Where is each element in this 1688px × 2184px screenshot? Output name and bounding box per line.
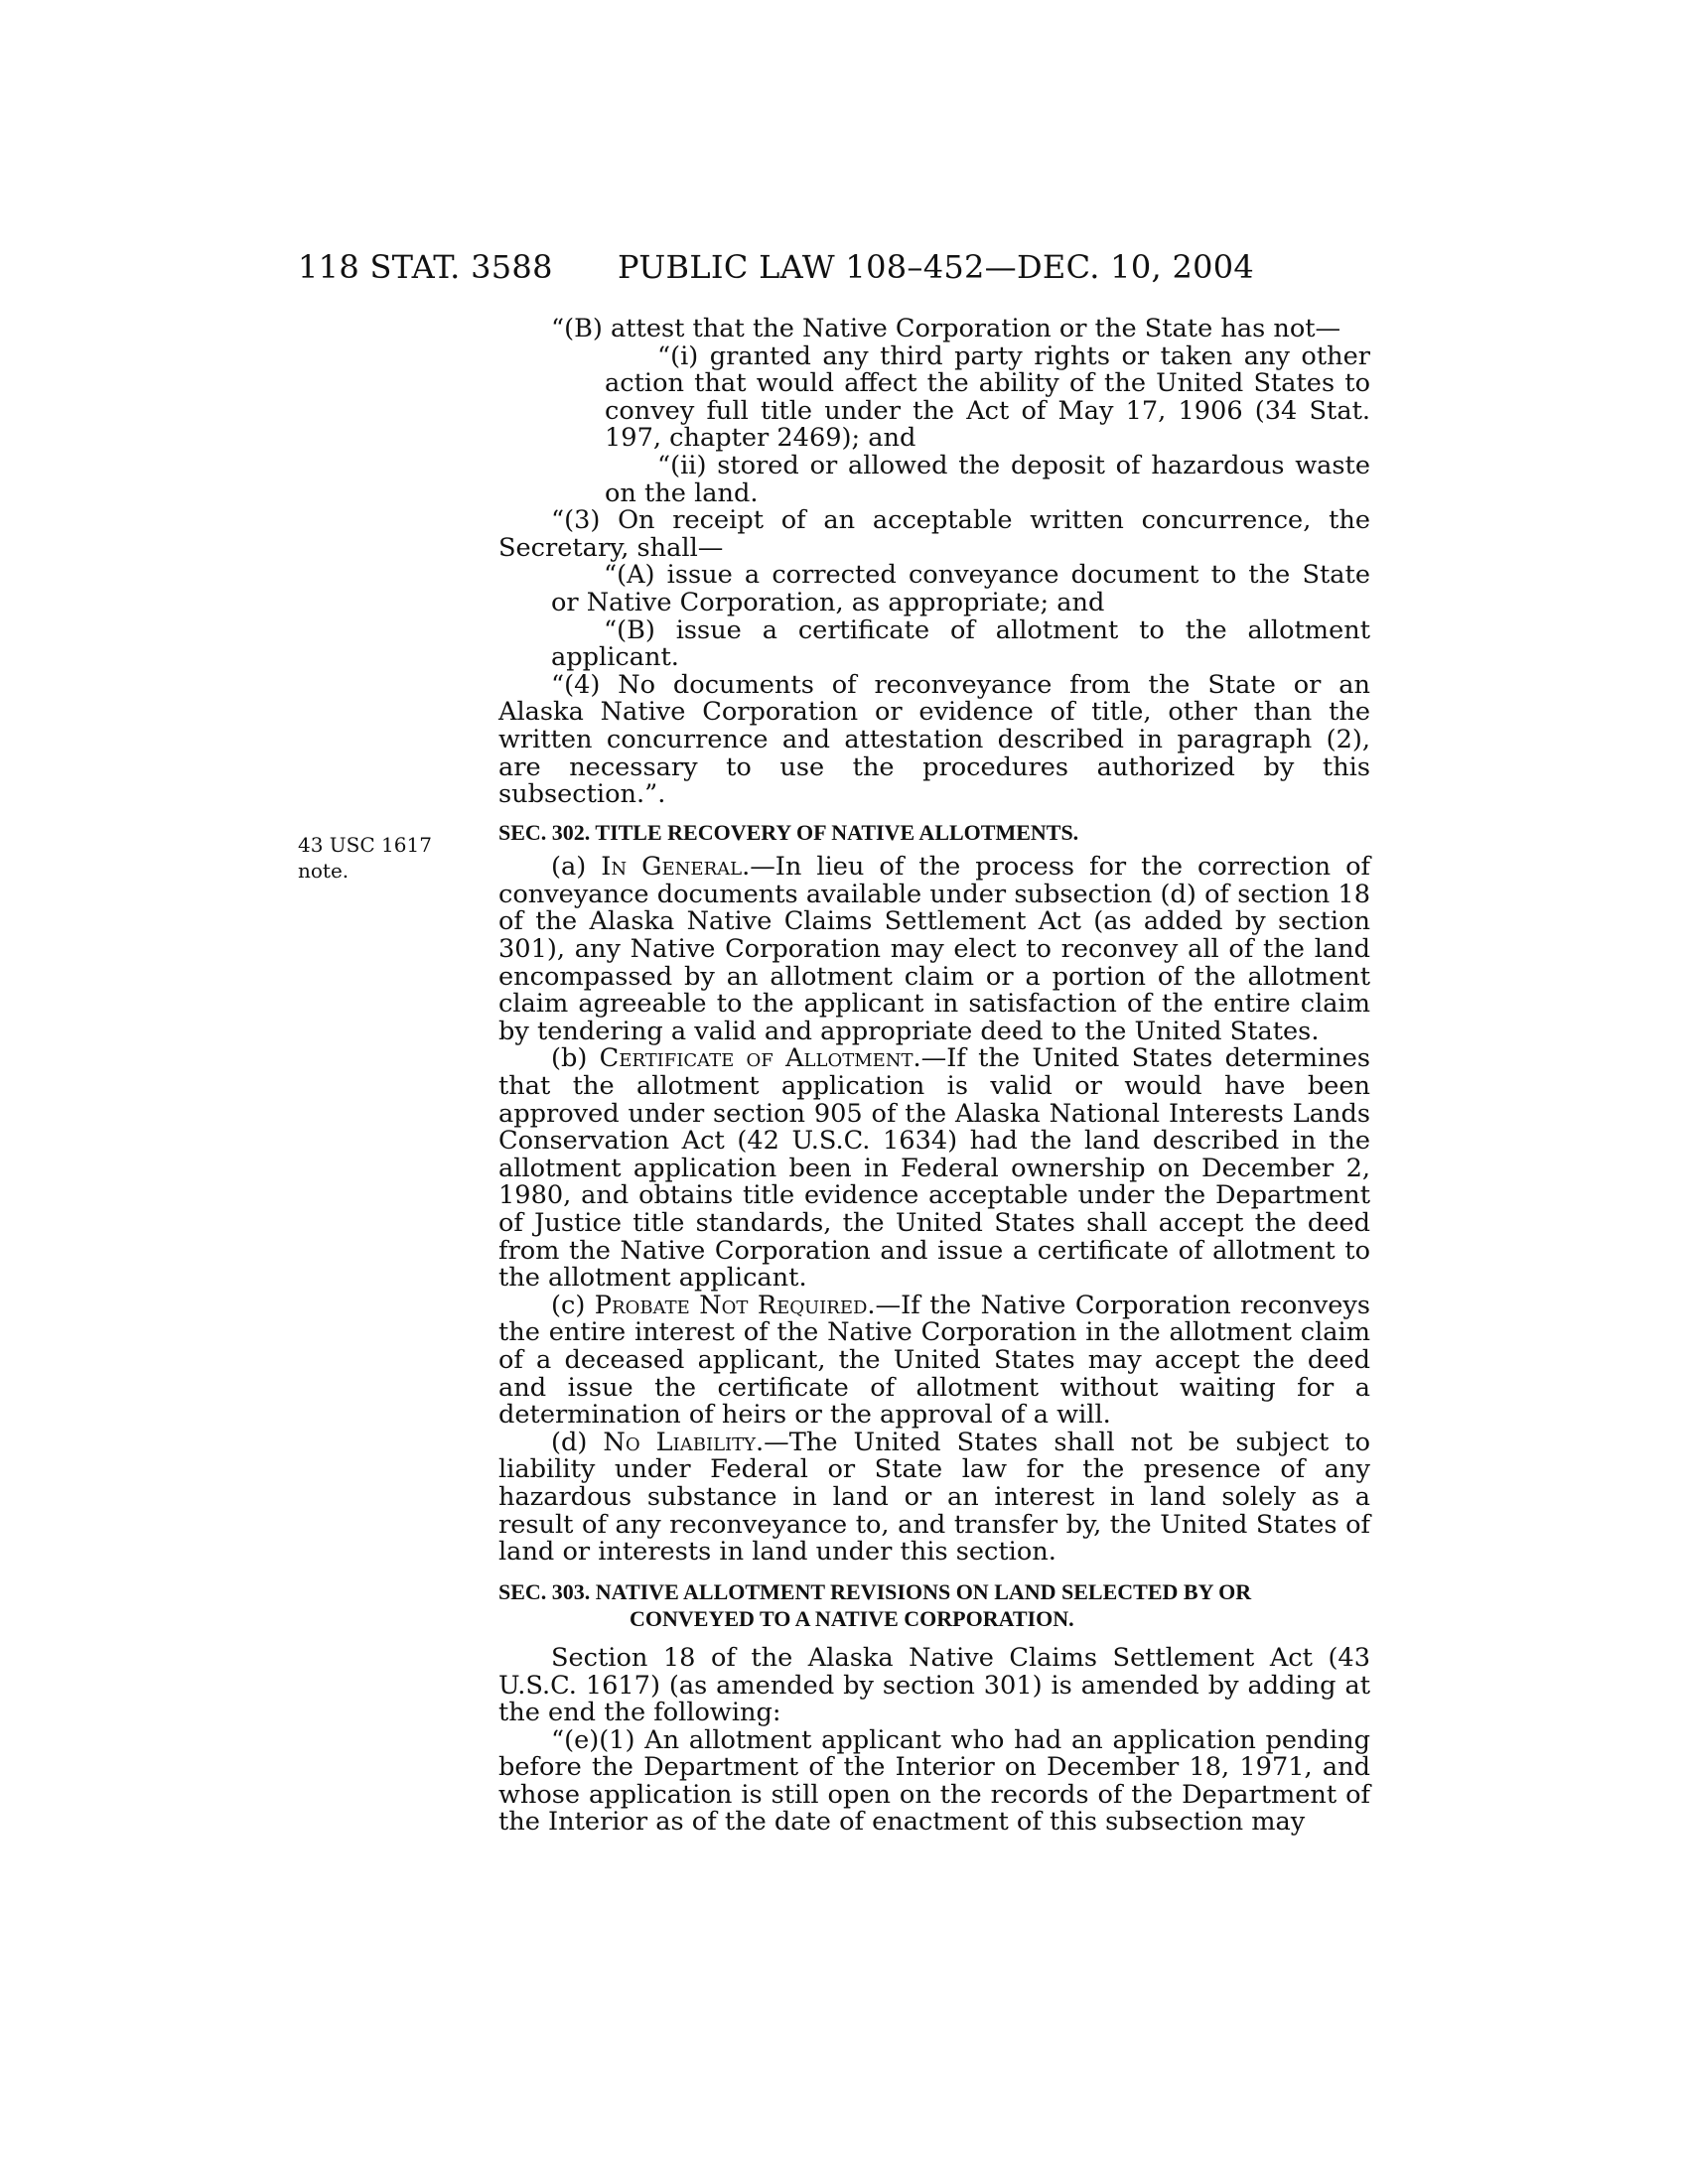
paragraph-2b: “(B) attest that the Native Corporation or the State has not—: [551, 314, 1341, 343]
subsection-label: (d): [551, 1427, 604, 1457]
paragraph-3b: “(B) issue a certificate of allotment to the allotment applicant.: [551, 614, 1370, 673]
paragraph-3a: “(A) issue a corrected conveyance document to the State or Native Corporation, as appropriate; and: [551, 560, 1370, 617]
margin-note-citation: 43 USC 1617: [298, 833, 432, 857]
subsection-label: (a): [551, 852, 602, 883]
stat-page-number: 118 STAT. 3588: [298, 248, 553, 286]
section-302-d: [498, 1427, 1370, 1568]
running-header: PUBLIC LAW 108–452—DEC. 10, 2004: [618, 248, 1255, 286]
subsection-heading: In General: [601, 852, 743, 883]
section-302-heading: SEC. 302. TITLE RECOVERY OF NATIVE ALLOTMENTS.: [498, 819, 1079, 845]
margin-note-label: note.: [298, 859, 350, 883]
paragraph-2b-i: “(i) granted any third party rights or taken any other action that would affect the ability of the United States to convey full title under the Act of May 17, 1906 (34 Stat. 197, chapter 2469); and: [605, 341, 1370, 454]
section-303-e1: “(e)(1) An allotment applicant who had an application pending before the Department of the Interior on December 18, 1971, and whose application is still open on the records of the Department of the Interior as of the date of enactment of this subsection may: [498, 1724, 1370, 1838]
section-302-b: [498, 1045, 1370, 1292]
paragraph-4: “(4) No documents of reconveyance from the State or an Alaska Native Corporation or evidence of title, other than the written concurrence and attestation described in paragraph (2), are necessary to use the procedures authorized by this subsection.”.: [498, 669, 1370, 810]
subsection-heading: No Liability: [603, 1427, 757, 1457]
section-302-c: [498, 1290, 1370, 1431]
subsection-heading: Probate Not Required: [594, 1290, 868, 1320]
subsection-label: (b): [551, 1043, 600, 1074]
paragraph-3: “(3) On receipt of an acceptable written concurrence, the Secretary, shall—: [498, 505, 1370, 563]
text-column: [498, 316, 1370, 1837]
margin-note: [298, 832, 432, 884]
section-302-a: [498, 854, 1370, 1045]
subsection-text: .—The United States shall not be subject to liability under Federal or State law for the presence of any hazardous substance in land or an interest in land solely as a result of any reconveyance to, and transfer by, the United States of land or interests in land under this section.: [498, 1427, 1370, 1568]
subsection-heading: Certificate of Allotment: [599, 1043, 914, 1074]
paragraph-2b-ii: “(ii) stored or allowed the deposit of hazardous waste on the land.: [605, 450, 1370, 508]
subsection-label: (c): [551, 1290, 595, 1320]
subsection-text: .—If the Native Corporation reconveys the entire interest of the Native Corporation in the allotment claim of a deceased applicant, the United States may accept the deed and issue the certificate of allotment without waiting for a determination of heirs or the approval of a will.: [498, 1290, 1370, 1431]
section-303-intro: Section 18 of the Alaska Native Claims Settlement Act (43 U.S.C. 1617) (as amended by section 301) is amended by adding at the end the following:: [498, 1642, 1370, 1728]
section-303-heading: SEC. 303. NATIVE ALLOTMENT REVISIONS ON LAND SELECTED BY OR CONVEYED TO A NATIVE CORPORATION.: [498, 1578, 1252, 1632]
subsection-text: .—In lieu of the process for the correction of conveyance documents available under subsection (d) of section 18 of the Alaska Native Claims Settlement Act (as added by section 301), any Native Corporation may elect to reconvey all of the land encompassed by an allotment claim or a portion of the allotment claim agreeable to the applicant in satisfaction of the entire claim by tendering a valid and appropriate deed to the United States.: [498, 852, 1370, 1046]
subsection-text: .—If the United States determines that the allotment application is valid or would have been approved under section 905 of the Alaska National Interests Lands Conservation Act (42 U.S.C. 1634) had the land described in the allotment application been in Federal ownership on December 2, 1980, and obtains title evidence acceptable under the Department of Justice title standards, the United States shall accept the deed from the Native Corporation and issue a certificate of allotment to the allotment applicant.: [498, 1043, 1370, 1294]
